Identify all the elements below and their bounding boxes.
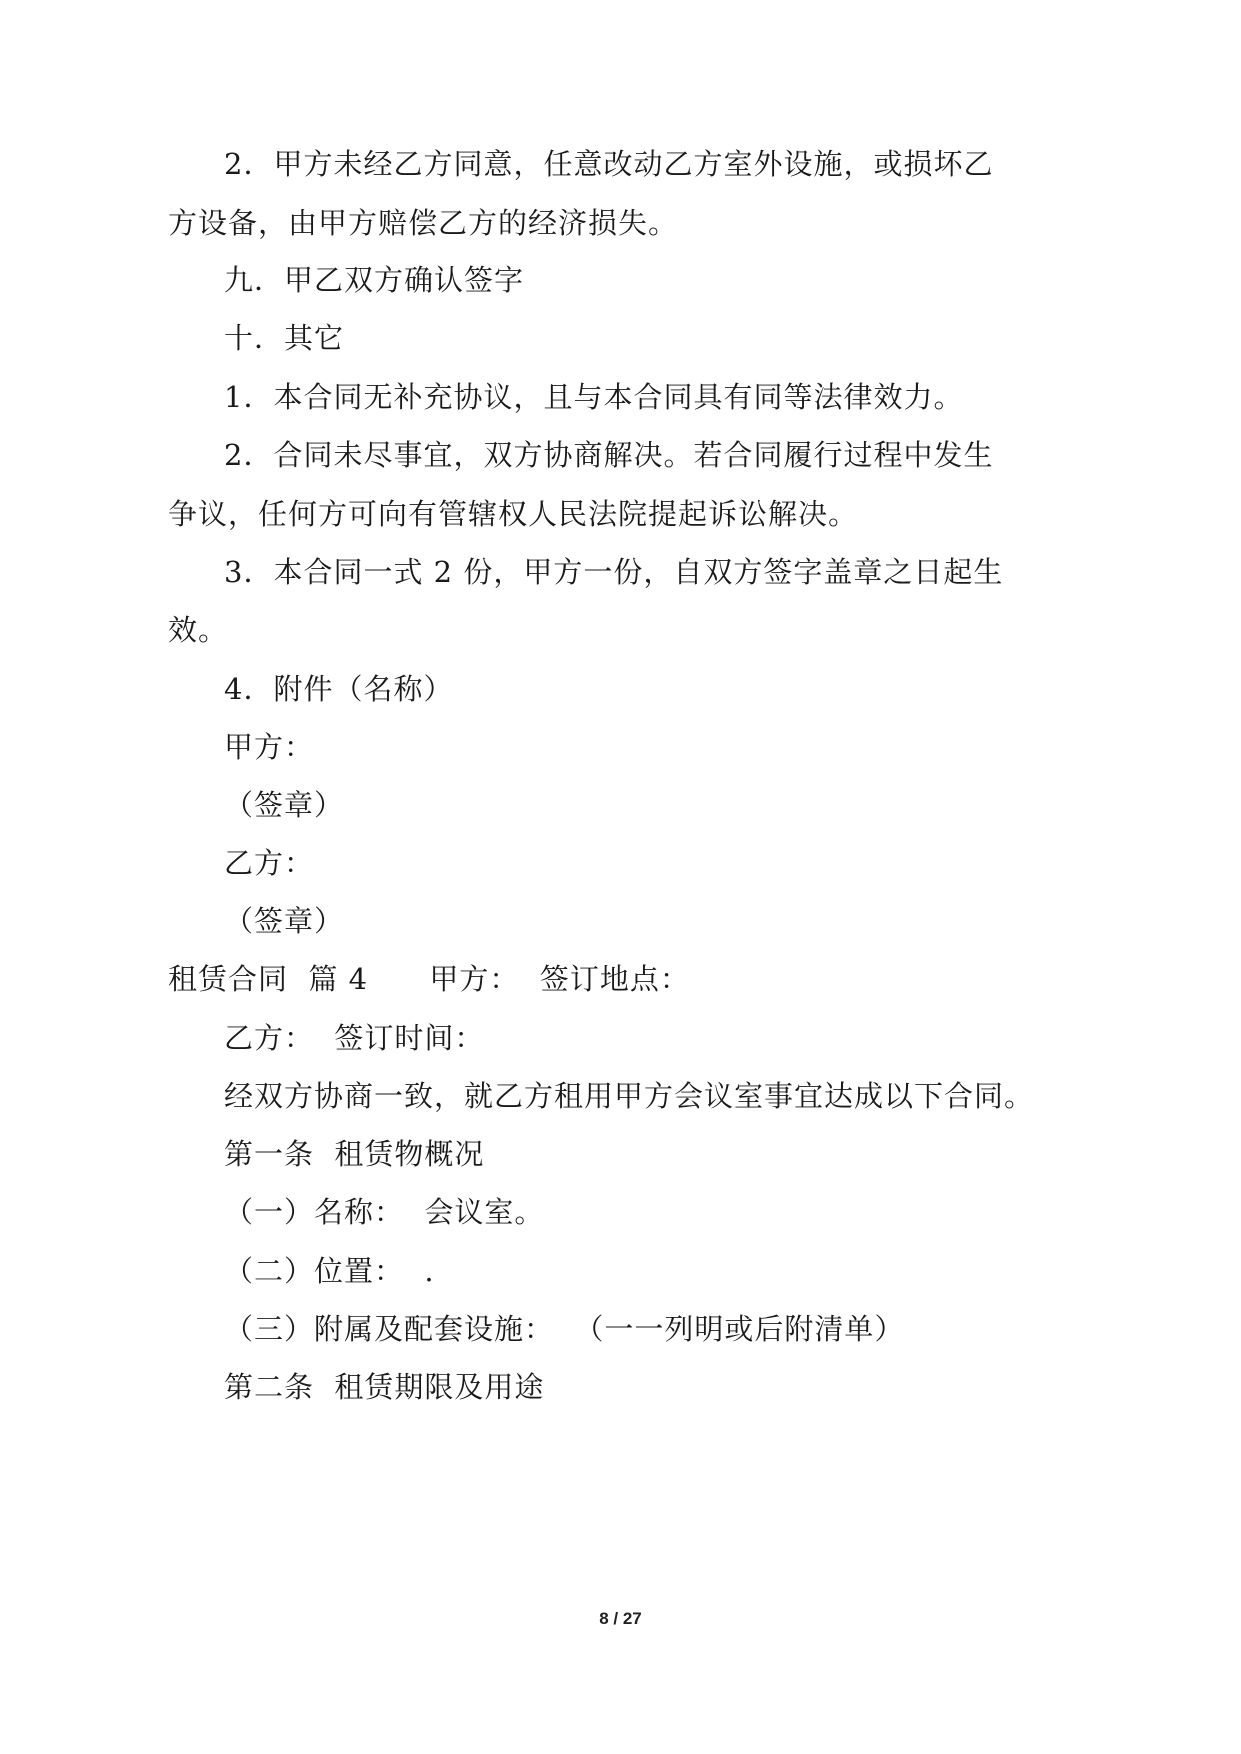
text-line: 经双方协商一致，就乙方租用甲方会议室事宜达成以下合同。 xyxy=(224,1079,1035,1113)
section-heading: 九．甲乙双方确认签字 xyxy=(224,263,525,297)
text-line: 争议，任何方可向有管辖权人民法院提起诉讼解决。 xyxy=(168,497,859,531)
text-line: （一）名称： 会议室。 xyxy=(224,1195,545,1229)
signature-party-b: 乙方： xyxy=(224,846,315,880)
text-line: 2．合同未尽事宜，双方协商解决。若合同履行过程中发生 xyxy=(224,438,994,472)
signature-seal: （签章） xyxy=(224,788,345,822)
text-line: 3．本合同一式 2 份，甲方一份，自双方签字盖章之日起生 xyxy=(224,555,1004,589)
text-line: 1．本合同无补充协议，且与本合同具有同等法律效力。 xyxy=(224,380,964,414)
text-line: 2．甲方未经乙方同意，任意改动乙方室外设施，或损坏乙 xyxy=(224,147,994,181)
text-line: 方设备，由甲方赔偿乙方的经济损失。 xyxy=(168,206,679,240)
contract-title: 租赁合同 篇 4 甲方： 签订地点： xyxy=(168,962,690,996)
text-line: 效。 xyxy=(168,613,229,647)
article-heading: 第二条 租赁期限及用途 xyxy=(224,1370,545,1404)
text-line: （二）位置： . xyxy=(224,1254,435,1288)
section-heading: 十．其它 xyxy=(224,321,345,355)
text-line: （三）附属及配套设施： （一一列明或后附清单） xyxy=(224,1312,905,1346)
text-line: 4．附件（名称） xyxy=(224,672,454,706)
page-number: 8 / 27 xyxy=(599,1609,642,1628)
signature-party-a: 甲方： xyxy=(224,730,315,764)
article-heading: 第一条 租赁物概况 xyxy=(224,1137,485,1171)
signature-seal: （签章） xyxy=(224,904,345,938)
text-line: 乙方： 签订时间： xyxy=(224,1021,485,1055)
